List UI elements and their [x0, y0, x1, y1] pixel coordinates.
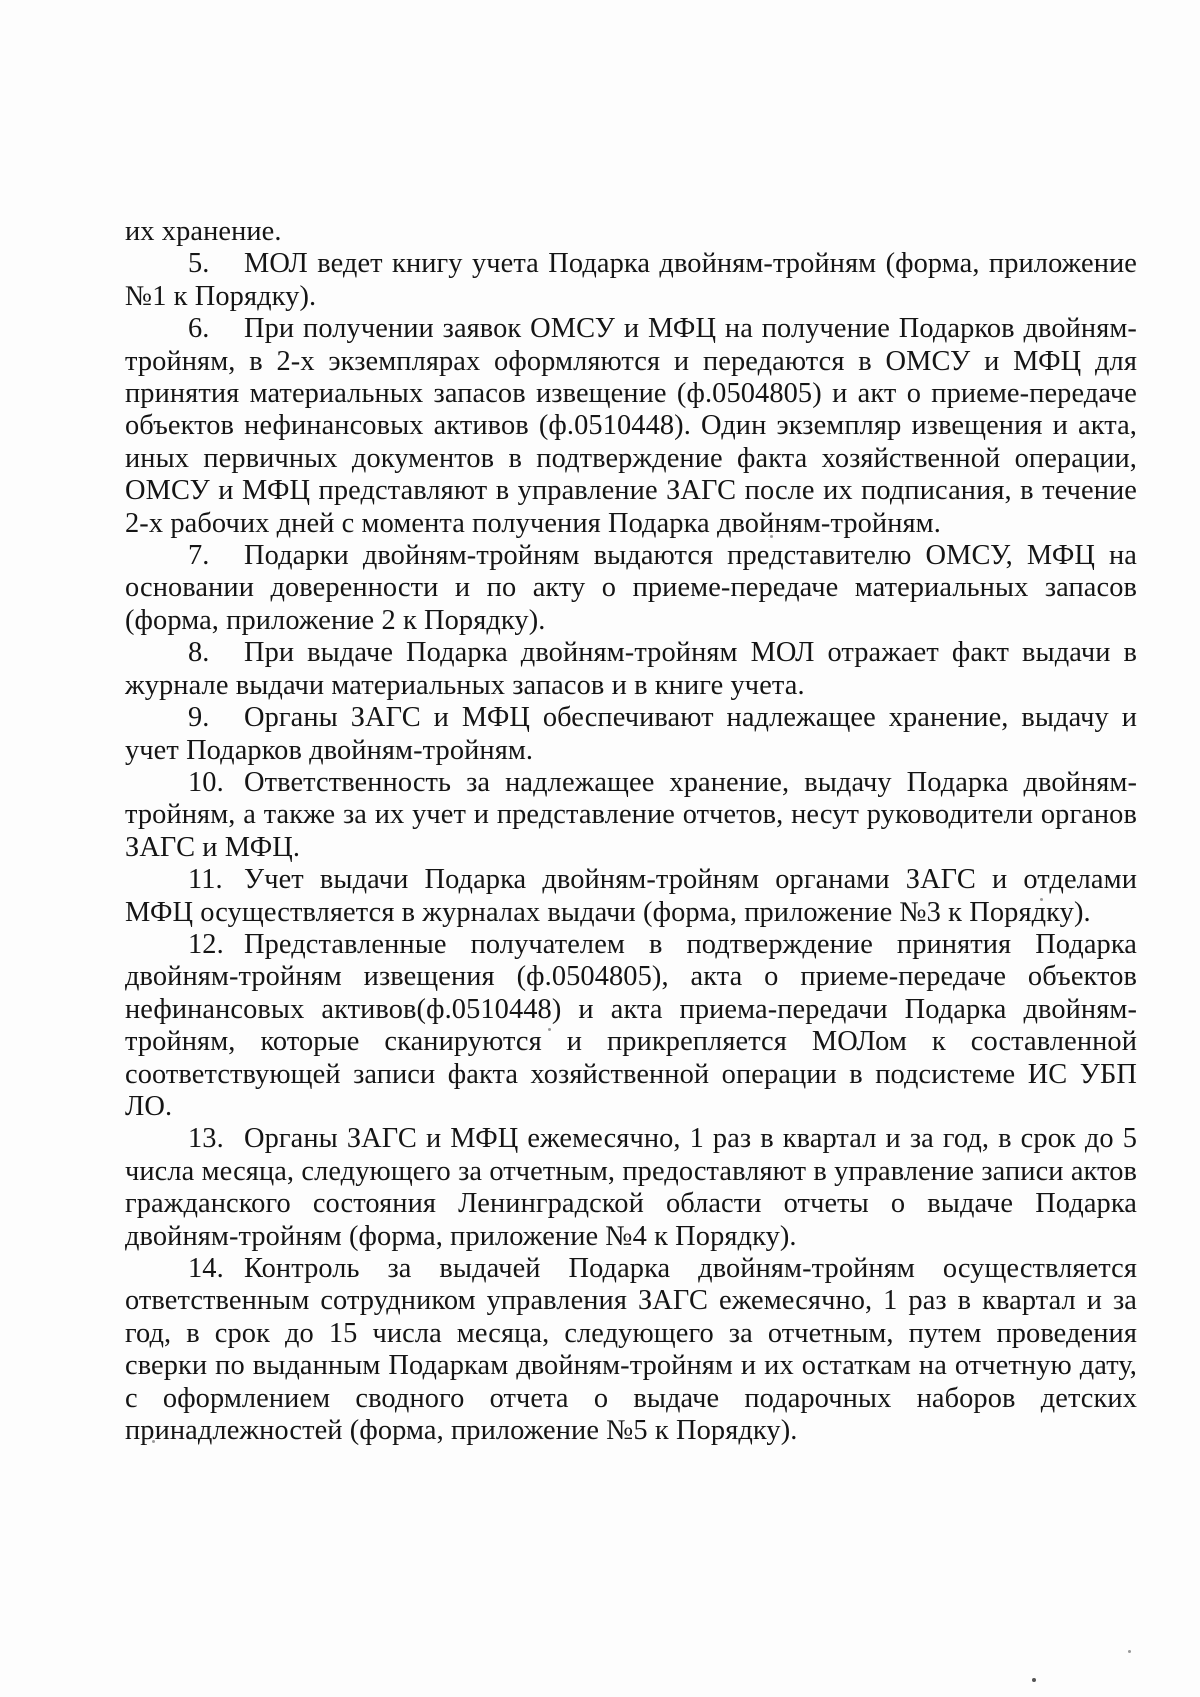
- list-item: [125, 767, 1137, 864]
- item-number: 10.: [188, 766, 224, 798]
- list-item: [125, 929, 1137, 1123]
- item-text: Учет выдачи Подарка двойням-тройням органами ЗАГС и отделами МФЦ осуществляется в журналах выдачи (форма, приложение №3 к Порядку).: [125, 864, 1137, 928]
- list-item: [125, 637, 1137, 702]
- list-item: [125, 540, 1137, 637]
- item-number: 7.: [188, 540, 210, 572]
- list-item: [125, 864, 1137, 929]
- scan-speck: [1128, 1650, 1131, 1653]
- item-text: Органы ЗАГС и МФЦ ежемесячно, 1 раз в квартал и за год, в срок до 5 числа месяца, следующего за отчетным, предоставляют в управление записи актов гражданского состояния Ленинградской области отчеты о выдаче Подарка двойням-тройням (форма, приложение №4 к Порядку).: [125, 1123, 1137, 1252]
- item-number: 11.: [188, 864, 223, 896]
- list-item: [125, 1123, 1137, 1253]
- item-number: 5.: [188, 248, 210, 280]
- item-text: Представленные получателем в подтверждение принятия Подарка двойням-тройням извещения (ф.0504805), акта о приеме-передаче объектов нефинансовых активов(ф.0510448) и акта приема-передачи Подарка двойням-тройням, которые сканируются и прикрепляется МОЛом к составленной соответствующей записи факта хозяйственной операции в подсистеме ИС УБП ЛО.: [125, 928, 1137, 1122]
- item-number: 14.: [188, 1253, 224, 1284]
- scan-speck: [1032, 1678, 1036, 1682]
- item-number: 6.: [188, 313, 210, 345]
- item-number: 13.: [188, 1123, 224, 1155]
- item-text: При получении заявок ОМСУ и МФЦ на получение Подарков двойням-тройням, в 2-х экземплярах оформляются и передаются в ОМСУ и МФЦ для принятия материальных запасов извещение (ф.0504805) и акт о приеме-передаче объектов нефинансовых активов (ф.0510448). Один экземпляр извещения и акта, иных первичных документов в подтверждение факта хозяйственной операции, ОМСУ и МФЦ представляют в управление ЗАГС после их подписания, в течение 2-х рабочих дней с момента получения Подарка двойням-тройням.: [125, 313, 1137, 539]
- list-item: [125, 702, 1137, 767]
- item-text: Ответственность за надлежащее хранение, выдачу Подарка двойням-тройням, а также за их учет и представление отчетов, несут руководители органов ЗАГС и МФЦ.: [125, 766, 1137, 863]
- list-item: [125, 248, 1137, 313]
- document-body: [125, 216, 1137, 1447]
- item-text: Подарки двойням-тройням выдаются представителю ОМСУ, МФЦ на основании доверенности и по акту о приеме-передаче материальных запасов (форма, приложение 2 к Порядку).: [125, 540, 1137, 636]
- item-number: 12.: [188, 928, 224, 960]
- item-text: МОЛ ведет книгу учета Подарка двойням-тройням (форма, приложение №1 к Порядку).: [125, 248, 1137, 312]
- item-text: Контроль за выдачей Подарка двойням-тройням осуществляется ответственным сотрудником управления ЗАГС ежемесячно, 1 раз в квартал и за год, в срок до 15 числа месяца, следующего за отчетным, путем проведения сверки по выданным Подаркам двойням-тройням и их остаткам на отчетную дату, с оформлением сводного отчета о выдаче подарочных наборов детских принадлежностей (форма, приложение №5 к Порядку).: [125, 1253, 1137, 1447]
- item-text: Органы ЗАГС и МФЦ обеспечивают надлежащее хранение, выдачу и учет Подарков двойням-тройням.: [125, 702, 1137, 766]
- lead-line: их хранение.: [125, 216, 282, 247]
- list-item: [125, 313, 1137, 540]
- item-text: При выдаче Подарка двойням-тройням МОЛ отражает факт выдачи в журнале выдачи материальных запасов и в книге учета.: [125, 637, 1137, 701]
- item-number: 9.: [188, 702, 210, 734]
- item-number: 8.: [188, 637, 210, 669]
- list-item: [125, 1253, 1137, 1447]
